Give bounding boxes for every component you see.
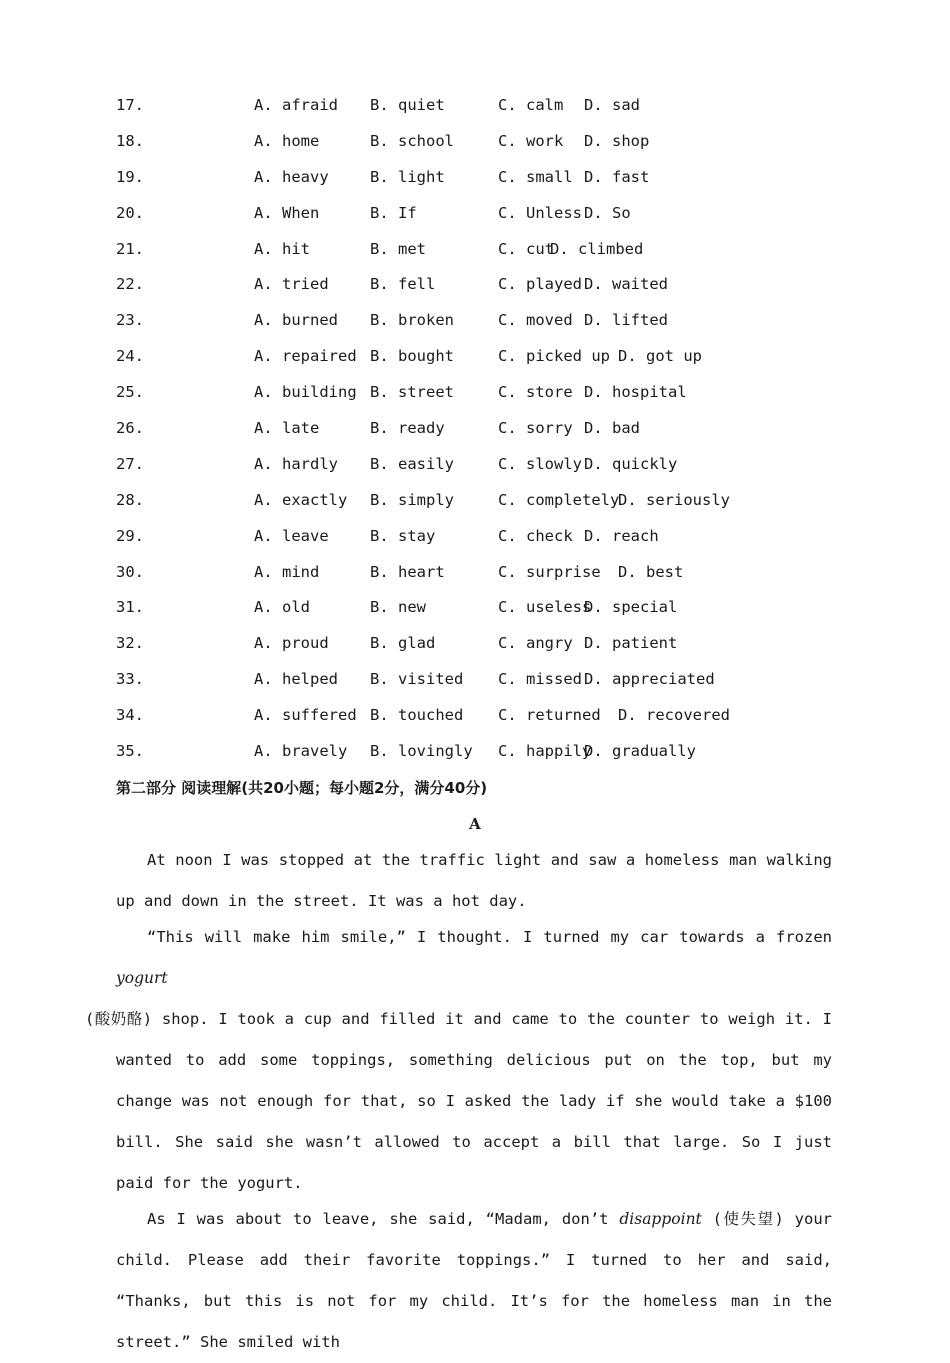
option-c: C. calm	[498, 96, 564, 114]
question-number: 27.	[116, 454, 144, 473]
option-row	[0, 411, 950, 447]
paragraph-1	[116, 840, 832, 922]
italic-word-yogurt: yogurt	[116, 969, 168, 987]
option-c: C. small	[498, 167, 573, 186]
question-number: 17.	[116, 96, 144, 114]
cloze-options-list	[0, 88, 950, 770]
option-c: C. missed	[498, 670, 582, 689]
option-a: A. bravely	[254, 742, 348, 761]
passage-a	[85, 840, 832, 1358]
option-c: C. played	[498, 275, 582, 294]
option-row	[0, 160, 950, 196]
option-d: D. special	[584, 598, 678, 617]
italic-word-disappoint: disappoint	[619, 1210, 702, 1228]
option-d: D. reach	[584, 526, 659, 545]
option-c: C. returned	[498, 706, 601, 725]
question-number: 19.	[116, 167, 144, 186]
option-a: A. hardly	[254, 454, 338, 473]
option-b: B. bought	[370, 347, 454, 366]
option-row	[0, 267, 950, 303]
option-c: C. check	[498, 526, 573, 545]
option-c: C. cut	[498, 239, 554, 258]
option-a: A. building	[254, 383, 357, 402]
option-b: B. touched	[370, 706, 464, 725]
option-d: D. fast	[584, 167, 650, 186]
option-a: A. When	[254, 203, 320, 222]
option-a: A. suffered	[254, 706, 357, 725]
paragraph-3-text-b: (使失望) your child. Please add their favorite toppings.” I turned to her and said, “Thanks, but this is not for my child. It’s for the homeless man in the street.” She smiled with	[116, 1210, 832, 1351]
question-number: 18.	[116, 131, 144, 150]
option-c: C. picked up	[498, 347, 610, 366]
question-number: 30.	[116, 562, 144, 581]
option-a: A. late	[254, 419, 320, 438]
option-a: A. old	[254, 598, 310, 617]
option-row	[0, 698, 950, 734]
option-b: B. school	[370, 131, 454, 150]
option-b: B. ready	[370, 419, 445, 438]
option-c: C. moved	[498, 311, 573, 330]
option-b: B. If	[370, 203, 417, 222]
paragraph-3	[116, 1199, 832, 1363]
section-title: 第二部分 阅读理解(共20小题；每小题2分，满分40分)	[116, 779, 488, 797]
option-row	[0, 339, 950, 375]
option-b: B. light	[370, 167, 445, 186]
option-b: B. stay	[370, 526, 436, 545]
option-a: A. hit	[254, 239, 310, 258]
option-d: D. bad	[584, 419, 640, 438]
option-a: A. tried	[254, 275, 329, 294]
option-b: B. new	[370, 598, 426, 617]
option-a: A. afraid	[254, 96, 338, 114]
option-d: D. recovered	[618, 706, 730, 725]
option-row	[0, 124, 950, 160]
option-d: D. quickly	[584, 454, 678, 473]
question-number: 33.	[116, 670, 144, 689]
option-d: D. shop	[584, 131, 650, 150]
option-d: D. best	[618, 562, 684, 581]
option-c: C. store	[498, 383, 573, 402]
option-c: C. surprise	[498, 562, 601, 581]
option-c: C. slowly	[498, 454, 582, 473]
option-row	[0, 626, 950, 662]
option-a: A. repaired	[254, 347, 357, 366]
option-b: B. lovingly	[370, 742, 473, 761]
paragraph-3-text-a: As I was about to leave, she said, “Madam, don’t	[147, 1210, 620, 1228]
option-b: B. street	[370, 383, 454, 402]
option-row	[0, 196, 950, 232]
option-d: D. hospital	[584, 383, 687, 402]
question-number: 28.	[116, 490, 144, 509]
option-row	[0, 232, 950, 268]
option-d: D. got up	[618, 347, 702, 366]
option-b: B. simply	[370, 490, 454, 509]
option-c: C. angry	[498, 634, 573, 653]
paragraph-2	[85, 917, 832, 1204]
option-d: D. gradually	[584, 742, 696, 761]
option-a: A. proud	[254, 634, 329, 653]
question-number: 26.	[116, 419, 144, 438]
option-a: A. home	[254, 131, 320, 150]
option-d: D. So	[584, 203, 631, 222]
option-c: C. completely	[498, 490, 620, 509]
question-number: 29.	[116, 526, 144, 545]
question-number: 20.	[116, 203, 144, 222]
option-b: B. met	[370, 239, 426, 258]
option-c: C. happily	[498, 742, 592, 761]
option-c: C. useless	[498, 598, 592, 617]
option-d: D. seriously	[618, 490, 730, 509]
option-d: D. lifted	[584, 311, 668, 330]
option-d: D. climbed	[550, 239, 644, 258]
option-c: C. work	[498, 131, 564, 150]
option-a: A. leave	[254, 526, 329, 545]
option-row	[0, 662, 950, 698]
option-b: B. easily	[370, 454, 454, 473]
question-number: 22.	[116, 275, 144, 294]
option-c: C. sorry	[498, 419, 573, 438]
question-number: 34.	[116, 706, 144, 725]
option-row	[0, 375, 950, 411]
option-d: D. patient	[584, 634, 678, 653]
option-row	[0, 590, 950, 626]
question-number: 31.	[116, 598, 144, 617]
question-number: 21.	[116, 239, 144, 258]
option-a: A. burned	[254, 311, 338, 330]
option-row	[0, 555, 950, 591]
option-a: A. heavy	[254, 167, 329, 186]
option-b: B. broken	[370, 311, 454, 330]
paragraph-2-text-b: (酸奶酪) shop. I took a cup and filled it and came to the counter to weigh it. I wanted to add some toppings, something delicious put on the top, but my change was not enough for that, so I asked the lady if she would take a $100 bill. She said she wasn’t allowed to accept a bill that large. So I just paid for the yogurt.	[85, 1010, 832, 1192]
option-a: A. helped	[254, 670, 338, 689]
option-d: D. appreciated	[584, 670, 715, 689]
option-c: C. Unless	[498, 203, 582, 222]
option-row	[0, 88, 950, 124]
question-number: 23.	[116, 311, 144, 330]
option-b: B. quiet	[370, 96, 445, 114]
option-d: D. waited	[584, 275, 668, 294]
option-b: B. heart	[370, 562, 445, 581]
paragraph-2-text-a: “This will make him smile,” I thought. I turned my car towards a frozen	[147, 928, 832, 946]
option-row	[0, 483, 950, 519]
option-row	[0, 303, 950, 339]
question-number: 35.	[116, 742, 144, 761]
passage-letter: A	[469, 815, 481, 833]
option-a: A. mind	[254, 562, 320, 581]
paragraph-1-text: At noon I was stopped at the traffic light and saw a homeless man walking up and down in the street. It was a hot day.	[116, 851, 832, 910]
option-d: D. sad	[584, 96, 640, 114]
option-a: A. exactly	[254, 490, 348, 509]
option-row	[0, 734, 950, 770]
option-row	[0, 519, 950, 555]
question-number: 25.	[116, 383, 144, 402]
option-b: B. fell	[370, 275, 436, 294]
question-number: 24.	[116, 347, 144, 366]
option-row	[0, 447, 950, 483]
question-number: 32.	[116, 634, 144, 653]
option-b: B. visited	[370, 670, 464, 689]
option-b: B. glad	[370, 634, 436, 653]
